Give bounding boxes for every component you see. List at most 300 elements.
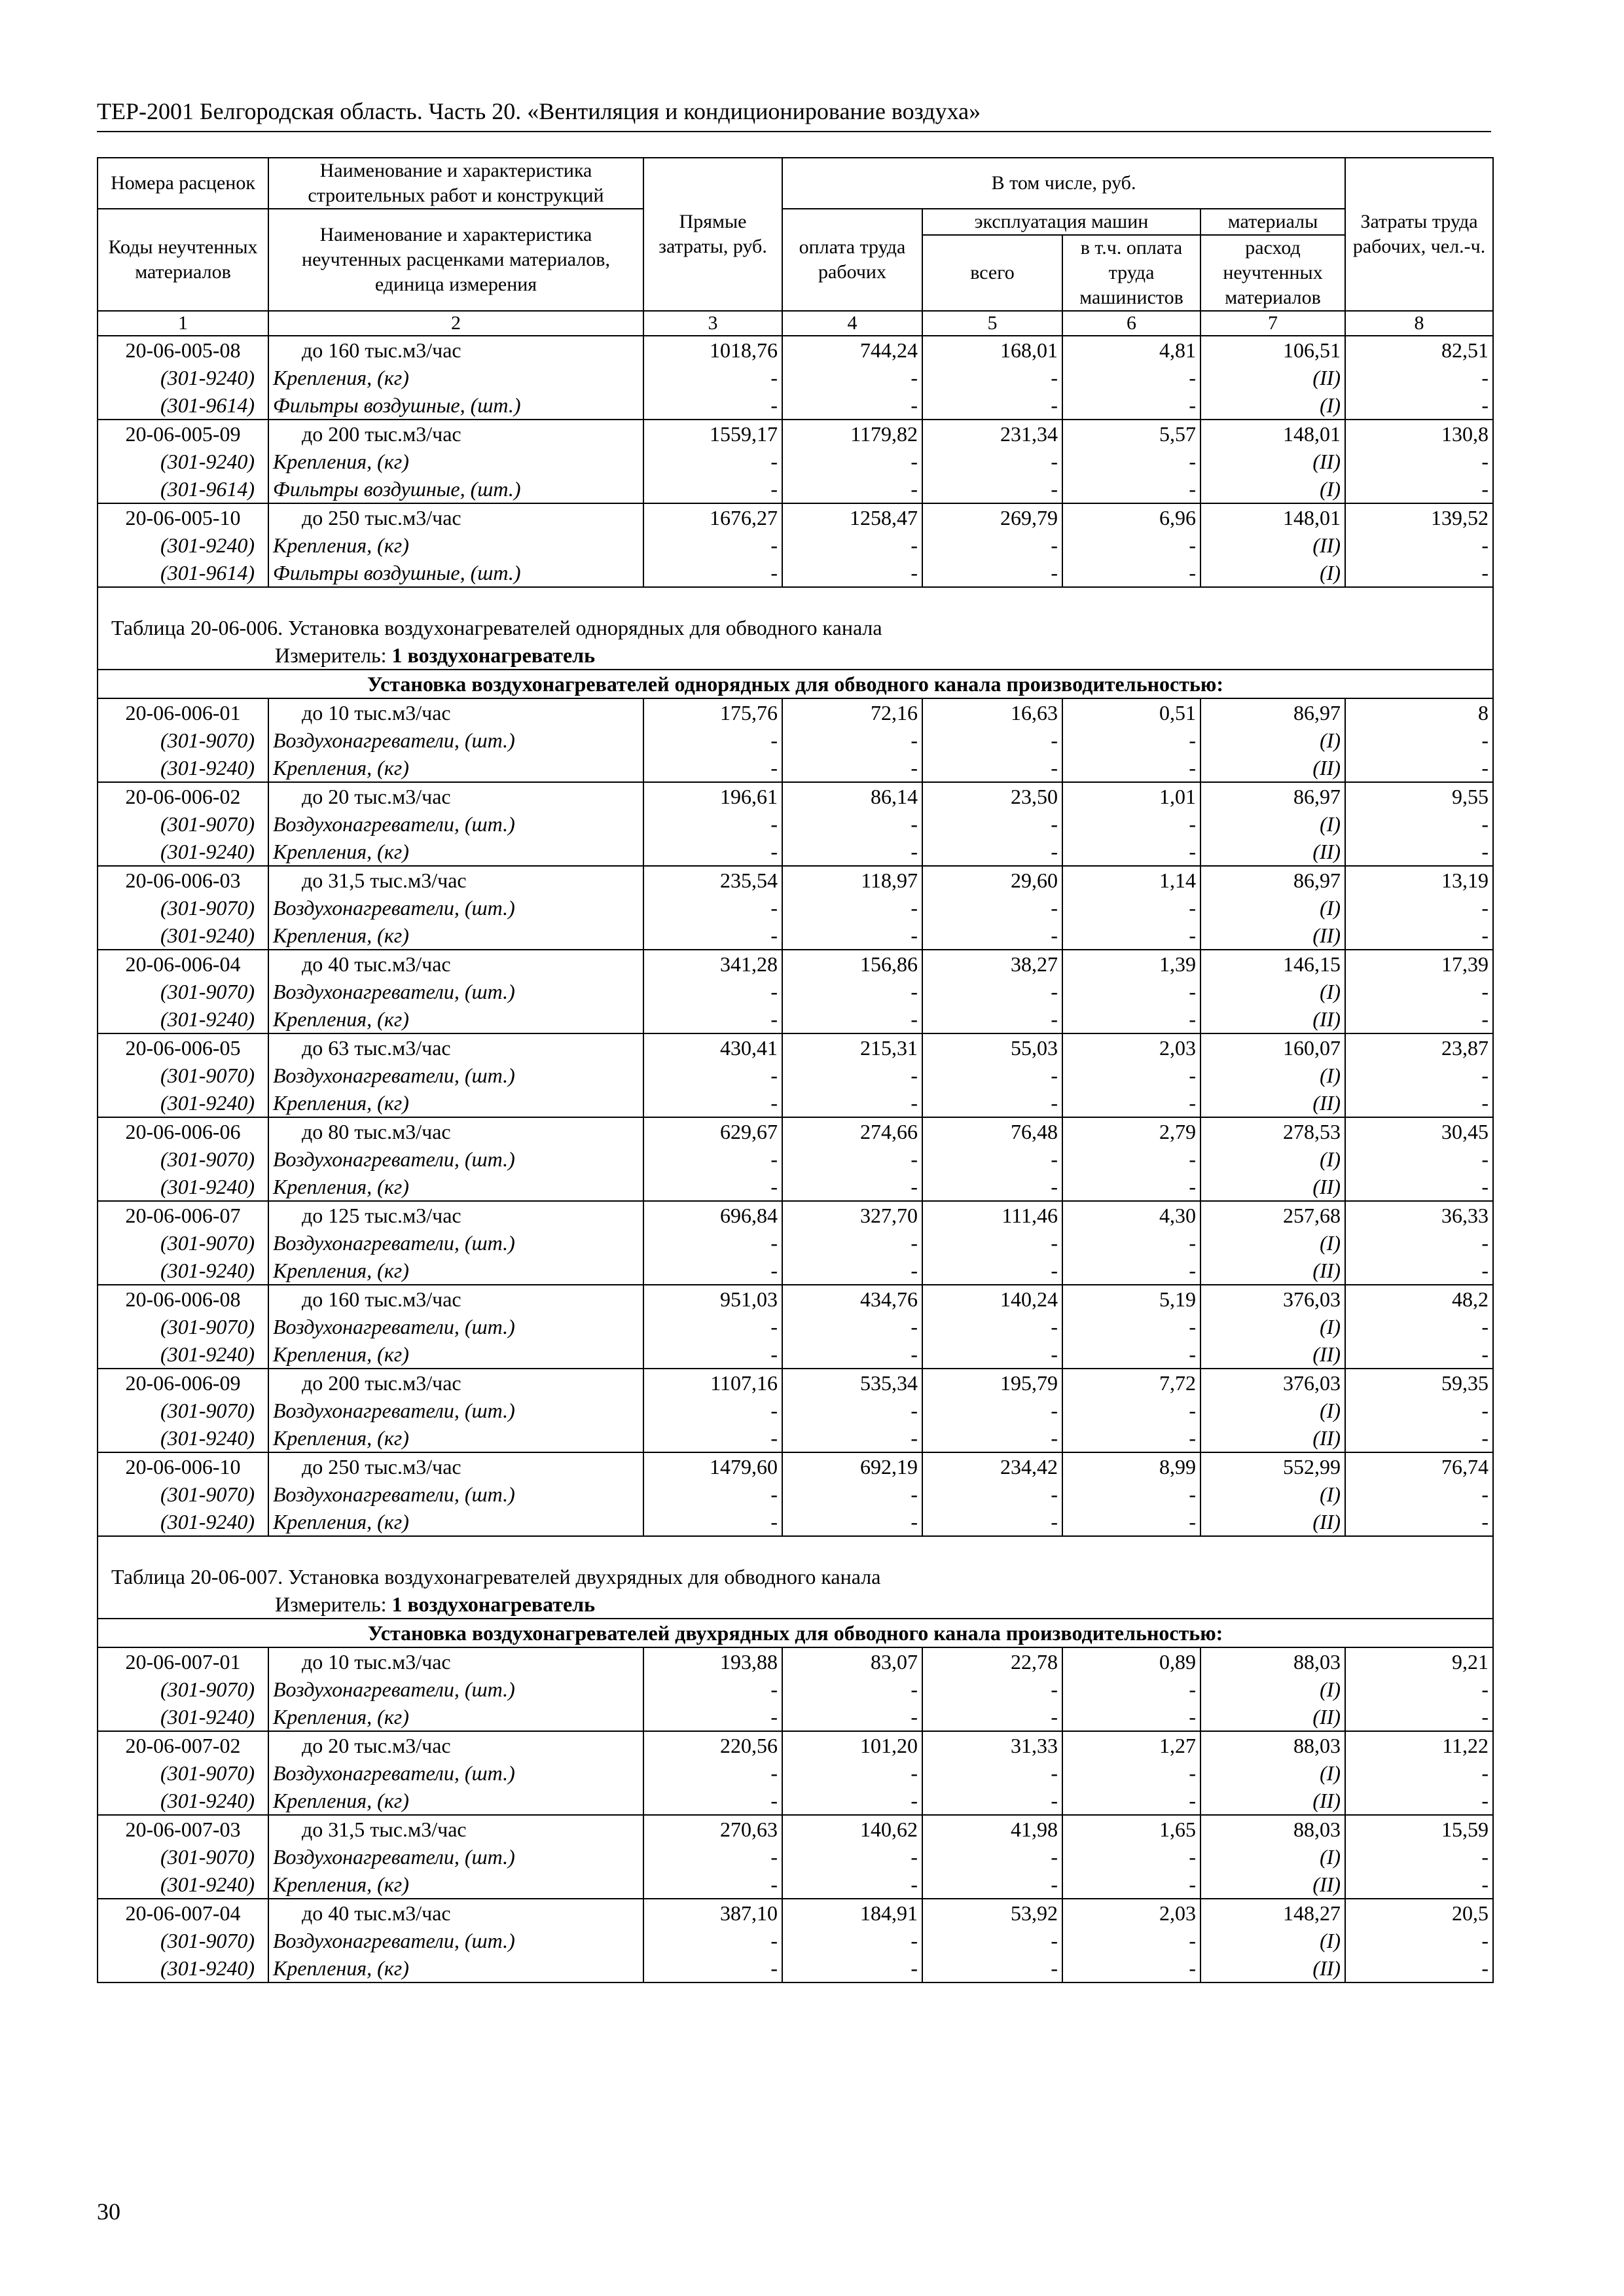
labor-cost: 101,20 bbox=[782, 1731, 922, 1759]
material-row bbox=[98, 1759, 1493, 1787]
empty-value: - bbox=[922, 364, 1062, 391]
empty-value: - bbox=[643, 894, 782, 922]
rate-name: до 200 тыс.м3/час bbox=[268, 1369, 643, 1397]
machinists-labor: 0,51 bbox=[1062, 698, 1200, 726]
material-code: (301-9240) bbox=[98, 1703, 268, 1731]
empty-value: - bbox=[782, 1787, 922, 1815]
empty-value: - bbox=[922, 1145, 1062, 1173]
empty-value: - bbox=[1345, 1005, 1493, 1033]
machines-cost: 53,92 bbox=[922, 1899, 1062, 1927]
block-005 bbox=[98, 336, 1493, 587]
material-row bbox=[98, 1676, 1493, 1703]
empty-value: - bbox=[1062, 1508, 1200, 1536]
empty-value: - bbox=[1062, 531, 1200, 559]
material-row bbox=[98, 448, 1493, 475]
empty-value: - bbox=[1345, 810, 1493, 838]
empty-value: - bbox=[1062, 475, 1200, 503]
machinists-labor: 2,03 bbox=[1062, 1899, 1200, 1927]
empty-value: - bbox=[782, 1871, 922, 1899]
rate-name: до 10 тыс.м3/час bbox=[268, 698, 643, 726]
machinists-labor: 1,27 bbox=[1062, 1731, 1200, 1759]
rate-name: до 20 тыс.м3/час bbox=[268, 782, 643, 810]
empty-value: - bbox=[643, 1145, 782, 1173]
material-class: (I) bbox=[1200, 810, 1345, 838]
materials-cost: 160,07 bbox=[1200, 1033, 1345, 1062]
material-name: Воздухонагреватели, (шт.) bbox=[268, 1759, 643, 1787]
material-row bbox=[98, 1145, 1493, 1173]
empty-value: - bbox=[1345, 838, 1493, 866]
table-head bbox=[98, 158, 1493, 336]
work-hours: 59,35 bbox=[1345, 1369, 1493, 1397]
material-class: (I) bbox=[1200, 894, 1345, 922]
empty-value: - bbox=[922, 810, 1062, 838]
material-name: Крепления, (кг) bbox=[268, 448, 643, 475]
empty-value: - bbox=[1345, 894, 1493, 922]
labor-cost: 118,97 bbox=[782, 866, 922, 894]
measure-value: 1 воздухонагреватель bbox=[391, 643, 596, 667]
empty-value: - bbox=[643, 1313, 782, 1340]
machines-cost: 111,46 bbox=[922, 1201, 1062, 1229]
empty-value: - bbox=[1345, 391, 1493, 420]
material-name: Крепления, (кг) bbox=[268, 1173, 643, 1201]
empty-value: - bbox=[1345, 1508, 1493, 1536]
direct-cost: 1479,60 bbox=[643, 1452, 782, 1480]
material-class: (II) bbox=[1200, 1173, 1345, 1201]
table-row bbox=[98, 1647, 1493, 1676]
empty-value: - bbox=[1062, 922, 1200, 950]
material-class: (II) bbox=[1200, 364, 1345, 391]
labor-cost: 72,16 bbox=[782, 698, 922, 726]
empty-value: - bbox=[782, 1313, 922, 1340]
table-row bbox=[98, 1285, 1493, 1313]
machinists-labor: 7,72 bbox=[1062, 1369, 1200, 1397]
empty-value: - bbox=[643, 1954, 782, 1982]
direct-cost: 235,54 bbox=[643, 866, 782, 894]
rate-code: 20-06-006-05 bbox=[98, 1033, 268, 1062]
work-hours: 139,52 bbox=[1345, 503, 1493, 531]
empty-value: - bbox=[643, 475, 782, 503]
empty-value: - bbox=[643, 1062, 782, 1089]
material-code: (301-9070) bbox=[98, 1313, 268, 1340]
empty-value: - bbox=[1062, 1424, 1200, 1452]
material-row bbox=[98, 1062, 1493, 1089]
empty-value: - bbox=[782, 364, 922, 391]
material-code: (301-9240) bbox=[98, 1340, 268, 1369]
table-row bbox=[98, 503, 1493, 531]
empty-value: - bbox=[922, 1397, 1062, 1424]
empty-value: - bbox=[922, 1062, 1062, 1089]
work-hours: 30,45 bbox=[1345, 1117, 1493, 1145]
empty-value: - bbox=[922, 1759, 1062, 1787]
rate-name: до 31,5 тыс.м3/час bbox=[268, 866, 643, 894]
empty-value: - bbox=[1345, 1173, 1493, 1201]
direct-cost: 387,10 bbox=[643, 1899, 782, 1927]
machines-cost: 23,50 bbox=[922, 782, 1062, 810]
empty-value: - bbox=[782, 1340, 922, 1369]
empty-value: - bbox=[922, 1257, 1062, 1285]
empty-value: - bbox=[782, 1843, 922, 1871]
machinists-labor: 0,89 bbox=[1062, 1647, 1200, 1676]
material-row bbox=[98, 1005, 1493, 1033]
material-name: Воздухонагреватели, (шт.) bbox=[268, 726, 643, 754]
rate-name: до 20 тыс.м3/час bbox=[268, 1731, 643, 1759]
empty-value: - bbox=[1345, 1927, 1493, 1954]
header-rule bbox=[97, 131, 1491, 132]
table-row bbox=[98, 1201, 1493, 1229]
rate-name: до 160 тыс.м3/час bbox=[268, 1285, 643, 1313]
table-row bbox=[98, 420, 1493, 448]
rate-code: 20-06-006-10 bbox=[98, 1452, 268, 1480]
rate-code: 20-06-005-09 bbox=[98, 420, 268, 448]
col-machines-total: всего bbox=[922, 235, 1062, 311]
rate-name: до 125 тыс.м3/час bbox=[268, 1201, 643, 1229]
work-hours: 130,8 bbox=[1345, 420, 1493, 448]
labor-cost: 744,24 bbox=[782, 336, 922, 364]
machinists-labor: 4,81 bbox=[1062, 336, 1200, 364]
direct-cost: 175,76 bbox=[643, 698, 782, 726]
rate-code: 20-06-006-09 bbox=[98, 1369, 268, 1397]
material-row bbox=[98, 559, 1493, 587]
empty-value: - bbox=[1345, 1676, 1493, 1703]
empty-value: - bbox=[643, 559, 782, 587]
col-machines-labor: в т.ч. оплата труда машинистов bbox=[1062, 235, 1200, 311]
rate-name: до 80 тыс.м3/час bbox=[268, 1117, 643, 1145]
work-hours: 15,59 bbox=[1345, 1815, 1493, 1843]
empty-value: - bbox=[643, 1257, 782, 1285]
empty-value: - bbox=[922, 559, 1062, 587]
material-row bbox=[98, 978, 1493, 1005]
empty-value: - bbox=[922, 1703, 1062, 1731]
empty-value: - bbox=[1345, 726, 1493, 754]
empty-value: - bbox=[922, 922, 1062, 950]
materials-cost: 552,99 bbox=[1200, 1452, 1345, 1480]
material-name: Фильтры воздушные, (шт.) bbox=[268, 559, 643, 587]
rate-code: 20-06-006-08 bbox=[98, 1285, 268, 1313]
material-row bbox=[98, 922, 1493, 950]
empty-value: - bbox=[782, 1703, 922, 1731]
material-name: Фильтры воздушные, (шт.) bbox=[268, 475, 643, 503]
material-code: (301-9240) bbox=[98, 838, 268, 866]
empty-value: - bbox=[922, 1173, 1062, 1201]
empty-value: - bbox=[782, 1480, 922, 1508]
work-hours: 9,55 bbox=[1345, 782, 1493, 810]
empty-value: - bbox=[1062, 1005, 1200, 1033]
material-row bbox=[98, 810, 1493, 838]
material-code: (301-9240) bbox=[98, 364, 268, 391]
material-code: (301-9614) bbox=[98, 475, 268, 503]
machinists-labor: 2,03 bbox=[1062, 1033, 1200, 1062]
empty-value: - bbox=[922, 838, 1062, 866]
material-name: Крепления, (кг) bbox=[268, 1787, 643, 1815]
rate-code: 20-06-005-08 bbox=[98, 336, 268, 364]
col-code-bottom: Коды неучтенных материалов bbox=[98, 209, 268, 311]
direct-cost: 951,03 bbox=[643, 1285, 782, 1313]
rate-code: 20-06-006-04 bbox=[98, 950, 268, 978]
empty-value: - bbox=[782, 1397, 922, 1424]
measure-value: 1 воздухонагреватель bbox=[391, 1592, 596, 1616]
empty-value: - bbox=[1062, 391, 1200, 420]
material-code: (301-9070) bbox=[98, 1676, 268, 1703]
material-code: (301-9240) bbox=[98, 1787, 268, 1815]
machinists-labor: 1,14 bbox=[1062, 866, 1200, 894]
rate-code: 20-06-006-03 bbox=[98, 866, 268, 894]
material-code: (301-9070) bbox=[98, 894, 268, 922]
material-name: Крепления, (кг) bbox=[268, 531, 643, 559]
rate-code: 20-06-006-06 bbox=[98, 1117, 268, 1145]
measure-label: Измеритель: bbox=[275, 1592, 392, 1616]
machines-cost: 231,34 bbox=[922, 420, 1062, 448]
empty-value: - bbox=[1345, 531, 1493, 559]
direct-cost: 430,41 bbox=[643, 1033, 782, 1062]
empty-value: - bbox=[1062, 1173, 1200, 1201]
material-code: (301-9070) bbox=[98, 1229, 268, 1257]
material-row bbox=[98, 1229, 1493, 1257]
direct-cost: 220,56 bbox=[643, 1731, 782, 1759]
material-name: Крепления, (кг) bbox=[268, 1703, 643, 1731]
machines-cost: 269,79 bbox=[922, 503, 1062, 531]
empty-value: - bbox=[782, 1173, 922, 1201]
col-number: 6 bbox=[1062, 311, 1200, 336]
material-row bbox=[98, 391, 1493, 420]
table-row bbox=[98, 1117, 1493, 1145]
empty-value: - bbox=[782, 1954, 922, 1982]
empty-value: - bbox=[643, 1787, 782, 1815]
empty-value: - bbox=[1062, 559, 1200, 587]
rate-name: до 160 тыс.м3/час bbox=[268, 336, 643, 364]
material-code: (301-9240) bbox=[98, 1257, 268, 1285]
table-row bbox=[98, 1815, 1493, 1843]
empty-value: - bbox=[643, 1005, 782, 1033]
materials-cost: 86,97 bbox=[1200, 698, 1345, 726]
empty-value: - bbox=[782, 559, 922, 587]
material-row bbox=[98, 838, 1493, 866]
material-name: Воздухонагреватели, (шт.) bbox=[268, 1313, 643, 1340]
labor-cost: 1179,82 bbox=[782, 420, 922, 448]
material-name: Воздухонагреватели, (шт.) bbox=[268, 978, 643, 1005]
rate-name: до 200 тыс.м3/час bbox=[268, 420, 643, 448]
empty-value: - bbox=[922, 1005, 1062, 1033]
material-name: Воздухонагреватели, (шт.) bbox=[268, 1676, 643, 1703]
empty-value: - bbox=[1062, 364, 1200, 391]
empty-value: - bbox=[1345, 1843, 1493, 1871]
material-class: (II) bbox=[1200, 448, 1345, 475]
table-row bbox=[98, 1452, 1493, 1480]
direct-cost: 696,84 bbox=[643, 1201, 782, 1229]
empty-value: - bbox=[643, 838, 782, 866]
material-name: Воздухонагреватели, (шт.) bbox=[268, 894, 643, 922]
machinists-labor: 5,19 bbox=[1062, 1285, 1200, 1313]
empty-value: - bbox=[922, 1787, 1062, 1815]
direct-cost: 1559,17 bbox=[643, 420, 782, 448]
col-materials-unaccounted: расход неучтенных материалов bbox=[1200, 235, 1345, 311]
empty-value: - bbox=[922, 1340, 1062, 1369]
material-row bbox=[98, 1089, 1493, 1117]
materials-cost: 148,27 bbox=[1200, 1899, 1345, 1927]
material-name: Крепления, (кг) bbox=[268, 1954, 643, 1982]
material-name: Фильтры воздушные, (шт.) bbox=[268, 391, 643, 420]
material-row bbox=[98, 1871, 1493, 1899]
rate-code: 20-06-006-07 bbox=[98, 1201, 268, 1229]
empty-value: - bbox=[643, 1173, 782, 1201]
materials-cost: 88,03 bbox=[1200, 1731, 1345, 1759]
materials-cost: 86,97 bbox=[1200, 782, 1345, 810]
material-class: (I) bbox=[1200, 1145, 1345, 1173]
empty-value: - bbox=[1345, 1229, 1493, 1257]
empty-value: - bbox=[1345, 1062, 1493, 1089]
empty-value: - bbox=[1345, 1313, 1493, 1340]
empty-value: - bbox=[643, 1927, 782, 1954]
table-row bbox=[98, 1899, 1493, 1927]
empty-value: - bbox=[1062, 1145, 1200, 1173]
empty-value: - bbox=[1062, 1676, 1200, 1703]
material-row bbox=[98, 1843, 1493, 1871]
empty-value: - bbox=[1062, 1480, 1200, 1508]
rate-name: до 40 тыс.м3/час bbox=[268, 1899, 643, 1927]
empty-value: - bbox=[922, 726, 1062, 754]
empty-value: - bbox=[782, 1229, 922, 1257]
machines-cost: 234,42 bbox=[922, 1452, 1062, 1480]
machines-cost: 168,01 bbox=[922, 336, 1062, 364]
col-number: 5 bbox=[922, 311, 1062, 336]
material-code: (301-9070) bbox=[98, 1480, 268, 1508]
table-title: Таблица 20-06-006. Установка воздухонагревателей однорядных для обводного канала bbox=[98, 587, 1493, 641]
direct-cost: 1676,27 bbox=[643, 503, 782, 531]
material-class: (I) bbox=[1200, 1229, 1345, 1257]
table-row bbox=[98, 950, 1493, 978]
material-code: (301-9240) bbox=[98, 1508, 268, 1536]
empty-value: - bbox=[1345, 1340, 1493, 1369]
labor-cost: 184,91 bbox=[782, 1899, 922, 1927]
empty-value: - bbox=[922, 1954, 1062, 1982]
material-code: (301-9614) bbox=[98, 391, 268, 420]
material-name: Воздухонагреватели, (шт.) bbox=[268, 1927, 643, 1954]
material-class: (I) bbox=[1200, 475, 1345, 503]
machines-cost: 16,63 bbox=[922, 698, 1062, 726]
measure-line bbox=[98, 1590, 1493, 1619]
material-row bbox=[98, 1257, 1493, 1285]
labor-cost: 692,19 bbox=[782, 1452, 922, 1480]
material-class: (II) bbox=[1200, 531, 1345, 559]
empty-value: - bbox=[782, 1062, 922, 1089]
rate-name: до 10 тыс.м3/час bbox=[268, 1647, 643, 1676]
material-row bbox=[98, 1480, 1493, 1508]
material-class: (II) bbox=[1200, 1005, 1345, 1033]
material-row bbox=[98, 754, 1493, 782]
material-name: Воздухонагреватели, (шт.) bbox=[268, 1397, 643, 1424]
labor-cost: 327,70 bbox=[782, 1201, 922, 1229]
col-number: 8 bbox=[1345, 311, 1493, 336]
rate-name: до 31,5 тыс.м3/час bbox=[268, 1815, 643, 1843]
empty-value: - bbox=[643, 1703, 782, 1731]
material-code: (301-9070) bbox=[98, 810, 268, 838]
empty-value: - bbox=[1345, 1089, 1493, 1117]
material-class: (I) bbox=[1200, 978, 1345, 1005]
materials-cost: 86,97 bbox=[1200, 866, 1345, 894]
material-name: Крепления, (кг) bbox=[268, 754, 643, 782]
empty-value: - bbox=[782, 1927, 922, 1954]
material-row bbox=[98, 1927, 1493, 1954]
material-code: (301-9240) bbox=[98, 1424, 268, 1452]
empty-value: - bbox=[1345, 1397, 1493, 1424]
material-code: (301-9070) bbox=[98, 1927, 268, 1954]
machines-cost: 41,98 bbox=[922, 1815, 1062, 1843]
empty-value: - bbox=[1062, 1843, 1200, 1871]
empty-value: - bbox=[922, 1313, 1062, 1340]
work-hours: 36,33 bbox=[1345, 1201, 1493, 1229]
measure-label: Измеритель: bbox=[275, 643, 392, 667]
empty-value: - bbox=[643, 1089, 782, 1117]
table-row bbox=[98, 1731, 1493, 1759]
machines-cost: 140,24 bbox=[922, 1285, 1062, 1313]
work-hours: 11,22 bbox=[1345, 1731, 1493, 1759]
material-code: (301-9070) bbox=[98, 1759, 268, 1787]
labor-cost: 86,14 bbox=[782, 782, 922, 810]
empty-value: - bbox=[782, 1508, 922, 1536]
rate-code: 20-06-006-02 bbox=[98, 782, 268, 810]
material-code: (301-9070) bbox=[98, 978, 268, 1005]
col-number: 7 bbox=[1200, 311, 1345, 336]
machinists-labor: 6,96 bbox=[1062, 503, 1200, 531]
col-name-top: Наименование и характеристика строительных работ и конструкций bbox=[268, 158, 643, 209]
empty-value: - bbox=[643, 1508, 782, 1536]
work-hours: 9,21 bbox=[1345, 1647, 1493, 1676]
material-class: (I) bbox=[1200, 1927, 1345, 1954]
work-hours: 17,39 bbox=[1345, 950, 1493, 978]
material-code: (301-9240) bbox=[98, 1089, 268, 1117]
work-hours: 23,87 bbox=[1345, 1033, 1493, 1062]
rate-code: 20-06-007-02 bbox=[98, 1731, 268, 1759]
col-name-bottom: Наименование и характеристика неучтенных расценками материалов, единица измерения bbox=[268, 209, 643, 311]
material-class: (II) bbox=[1200, 1257, 1345, 1285]
rate-name: до 250 тыс.м3/час bbox=[268, 503, 643, 531]
empty-value: - bbox=[1345, 1871, 1493, 1899]
machinists-labor: 1,39 bbox=[1062, 950, 1200, 978]
empty-value: - bbox=[1062, 754, 1200, 782]
rate-code: 20-06-007-04 bbox=[98, 1899, 268, 1927]
material-code: (301-9240) bbox=[98, 1954, 268, 1982]
work-hours: 13,19 bbox=[1345, 866, 1493, 894]
col-materials: материалы bbox=[1200, 209, 1345, 235]
col-direct-costs: Прямые затраты, руб. bbox=[643, 158, 782, 311]
material-code: (301-9240) bbox=[98, 1871, 268, 1899]
work-hours: 76,74 bbox=[1345, 1452, 1493, 1480]
material-name: Крепления, (кг) bbox=[268, 364, 643, 391]
direct-cost: 341,28 bbox=[643, 950, 782, 978]
material-name: Воздухонагреватели, (шт.) bbox=[268, 1062, 643, 1089]
material-row bbox=[98, 1424, 1493, 1452]
empty-value: - bbox=[643, 810, 782, 838]
material-row bbox=[98, 894, 1493, 922]
table-row bbox=[98, 698, 1493, 726]
table-title: Таблица 20-06-007. Установка воздухонагревателей двухрядных для обводного канала bbox=[98, 1536, 1493, 1590]
empty-value: - bbox=[643, 531, 782, 559]
empty-value: - bbox=[922, 1480, 1062, 1508]
empty-value: - bbox=[782, 978, 922, 1005]
empty-value: - bbox=[1345, 364, 1493, 391]
empty-value: - bbox=[782, 754, 922, 782]
empty-value: - bbox=[782, 475, 922, 503]
table-row bbox=[98, 336, 1493, 364]
labor-cost: 535,34 bbox=[782, 1369, 922, 1397]
empty-value: - bbox=[643, 1871, 782, 1899]
table-row bbox=[98, 1369, 1493, 1397]
empty-value: - bbox=[782, 894, 922, 922]
empty-value: - bbox=[1345, 1480, 1493, 1508]
empty-value: - bbox=[782, 448, 922, 475]
work-hours: 20,5 bbox=[1345, 1899, 1493, 1927]
empty-value: - bbox=[922, 1089, 1062, 1117]
labor-cost: 274,66 bbox=[782, 1117, 922, 1145]
